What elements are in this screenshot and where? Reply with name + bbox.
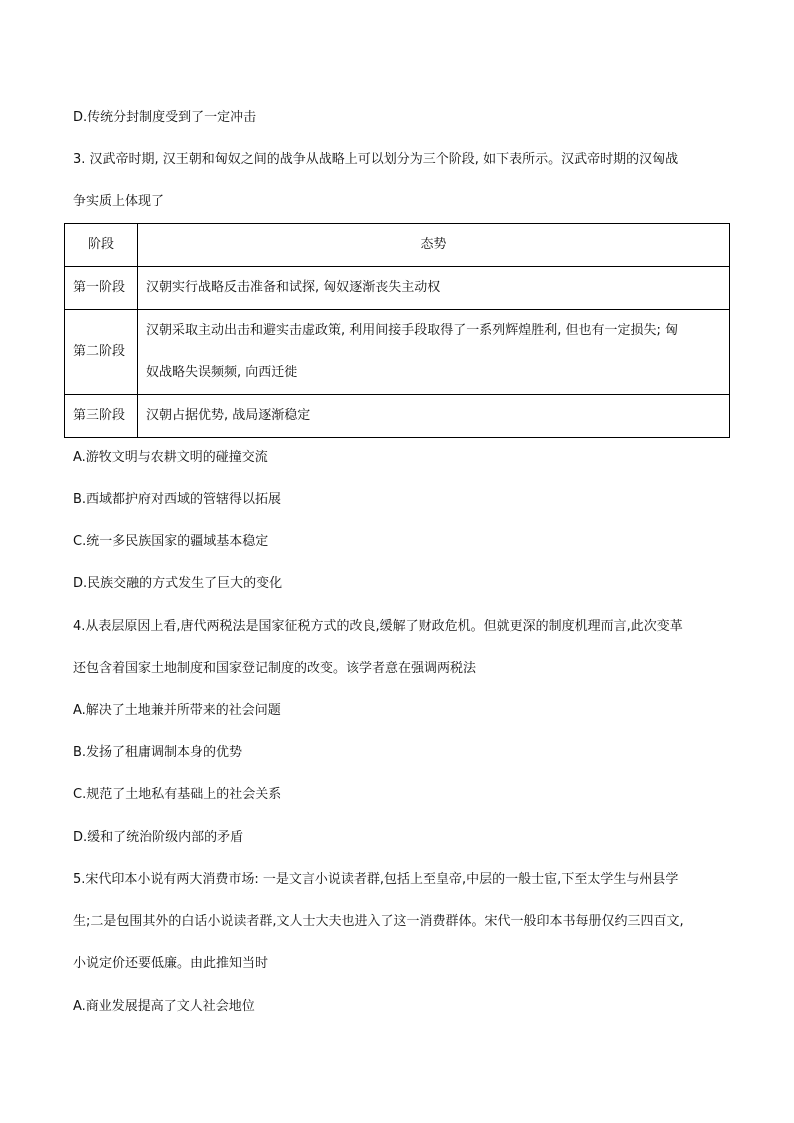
- q5-option-a: A.商业发展提高了文人社会地位: [73, 999, 255, 1014]
- q3-option-d: D.民族交融的方式发生了巨大的变化: [73, 576, 283, 591]
- q3-option-c: C.统一多民族国家的疆域基本稳定: [73, 534, 269, 549]
- q2-option-d: D.传统分封制度受到了一定冲击: [73, 110, 257, 125]
- q4-stem-line-2: 还包含着国家土地制度和国家登记制度的改变。该学者意在强调两税法: [73, 661, 477, 676]
- situation-cell: 汉朝占据优势, 战局逐渐稳定: [138, 395, 730, 438]
- q3-stem-line-1: 3. 汉武帝时期, 汉王朝和匈奴之间的战争从战略上可以划分为三个阶段, 如下表所示。汉武帝时期的汉匈战: [73, 152, 679, 167]
- q4-option-a: A.解决了土地兼并所带来的社会问题: [73, 703, 281, 718]
- situation-line: 奴战略失误频频, 向西迁徙: [146, 365, 298, 380]
- table-row: [65, 310, 730, 395]
- situation-cell: 汉朝实行战略反击准备和试探, 匈奴逐渐丧失主动权: [138, 267, 730, 310]
- q4-option-c: C.规范了土地私有基础上的社会关系: [73, 787, 282, 802]
- q3-stem-line-2: 争实质上体现了: [73, 194, 165, 209]
- q4-option-b: B.发扬了租庸调制本身的优势: [73, 745, 243, 760]
- q3-option-b: B.西域都护府对西域的管辖得以拓展: [73, 492, 282, 507]
- situation-cell: [138, 310, 730, 395]
- stage-cell: 第一阶段: [65, 267, 138, 310]
- header-stage: 阶段: [65, 224, 138, 267]
- table-header-row: [65, 224, 730, 267]
- q4-stem-line-1: 4.从表层原因上看,唐代两税法是国家征税方式的改良,缓解了财政危机。但就更深的制度机理而言,此次变革: [73, 619, 683, 634]
- table-row: [65, 267, 730, 310]
- stage-cell: 第三阶段: [65, 395, 138, 438]
- q4-option-d: D.缓和了统治阶级内部的矛盾: [73, 830, 244, 845]
- stage-cell: 第二阶段: [65, 310, 138, 395]
- q5-stem-line-2: 生;二是包围其外的白话小说读者群,文人士大夫也进入了这一消费群体。宋代一般印本书每册仅约三四百文,: [73, 914, 684, 929]
- q3-stage-table: [64, 223, 730, 438]
- q5-stem-line-1: 5.宋代印本小说有两大消费市场: 一是文言小说读者群,包括上至皇帝,中层的一般士宦,下至太学生与州县学: [73, 872, 679, 887]
- table-row: [65, 395, 730, 438]
- header-situation: 态势: [138, 224, 730, 267]
- situation-line: 汉朝采取主动出击和避实击虚政策, 利用间接手段取得了一系列辉煌胜利, 但也有一定损失; 匈: [146, 323, 679, 338]
- q5-stem-line-3: 小说定价还要低廉。由此推知当时: [73, 956, 269, 971]
- q3-option-a: A.游牧文明与农耕文明的碰撞交流: [73, 450, 268, 465]
